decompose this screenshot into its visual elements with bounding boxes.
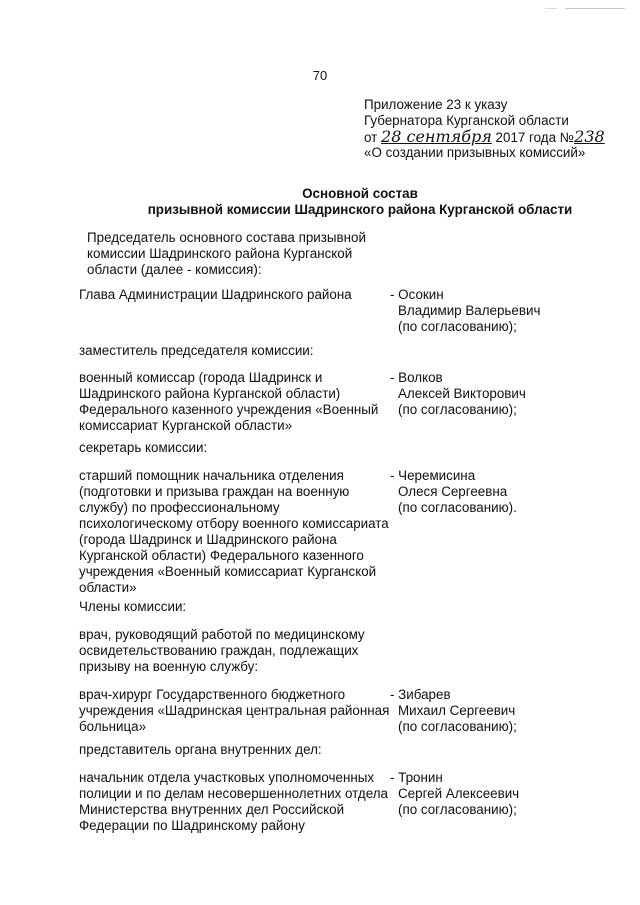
appendix-date-line [364,129,624,145]
appendix-from: от [364,130,378,145]
members-heading: Члены комиссии: [79,599,187,614]
doctor-heading: врач, руководящий работой по медицинскому освидетельствованию граждан, подлежащих призыву на военную службу: [79,627,365,674]
secretary-heading: секретарь комиссии: [79,440,208,455]
title-line: Основной состав [302,186,418,201]
page-number: 70 [312,68,328,83]
secretary-person: - Черемисина Олеся Сергеевна (по согласованию). [390,468,517,515]
document-title [0,186,640,218]
deputy-position: военный комиссар (города Шадринск и Шадринского района Курганской области) Федерального казенного учреждения «Военный комиссариат Курганской области» [79,370,379,433]
deputy-heading: заместитель председателя комиссии: [79,343,314,358]
handwritten-date: 28 сентября [381,127,492,146]
chair-person: - Осокин Владимир Валерьевич (по согласованию); [390,287,541,334]
police-person: - Тронин Сергей Алексеевич (по согласованию); [390,770,520,817]
police-heading: представитель органа внутренних дел: [79,742,322,757]
appendix-line: Губернатора Курганской области [364,113,569,128]
doctor-position: врач-хирург Государственного бюджетного учреждения «Шадринская центральная районная больница» [79,687,390,734]
appendix-block [364,97,624,161]
police-position: начальник отдела участковых уполномоченных полиции и по делам несовершеннолетних отдела Министерства внутренних дел Российской Федерации по Шадринскому району [79,770,388,833]
appendix-line: Приложение 23 к указу [364,97,508,112]
chair-position: Глава Администрации Шадринского района [79,287,352,302]
appendix-year: 2017 года № [495,130,575,145]
scan-artifact [565,8,625,9]
scan-artifact [545,8,557,9]
deputy-person: - Волков Алексей Викторович (по согласованию); [390,370,526,417]
appendix-line: «О создании призывных комиссий» [364,145,586,160]
chair-heading: Председатель основного состава призывной комиссии Шадринского района Курганской области (далее - комиссия): [87,230,366,277]
doctor-person: - Зибарев Михаил Сергеевич (по согласованию); [390,687,517,734]
secretary-position: старший помощник начальника отделения (подготовки и призыва граждан на военную службу) по профессиональному психологическому отбору военного комиссариата (города Шадринск и Шадринского района Курганской области) Федерального казенного учреждения «Военный комиссариат Курганской области» [79,468,389,595]
title-line: призывной комиссии Шадринского района Курганской области [147,202,573,217]
handwritten-number: 238 [574,127,605,146]
